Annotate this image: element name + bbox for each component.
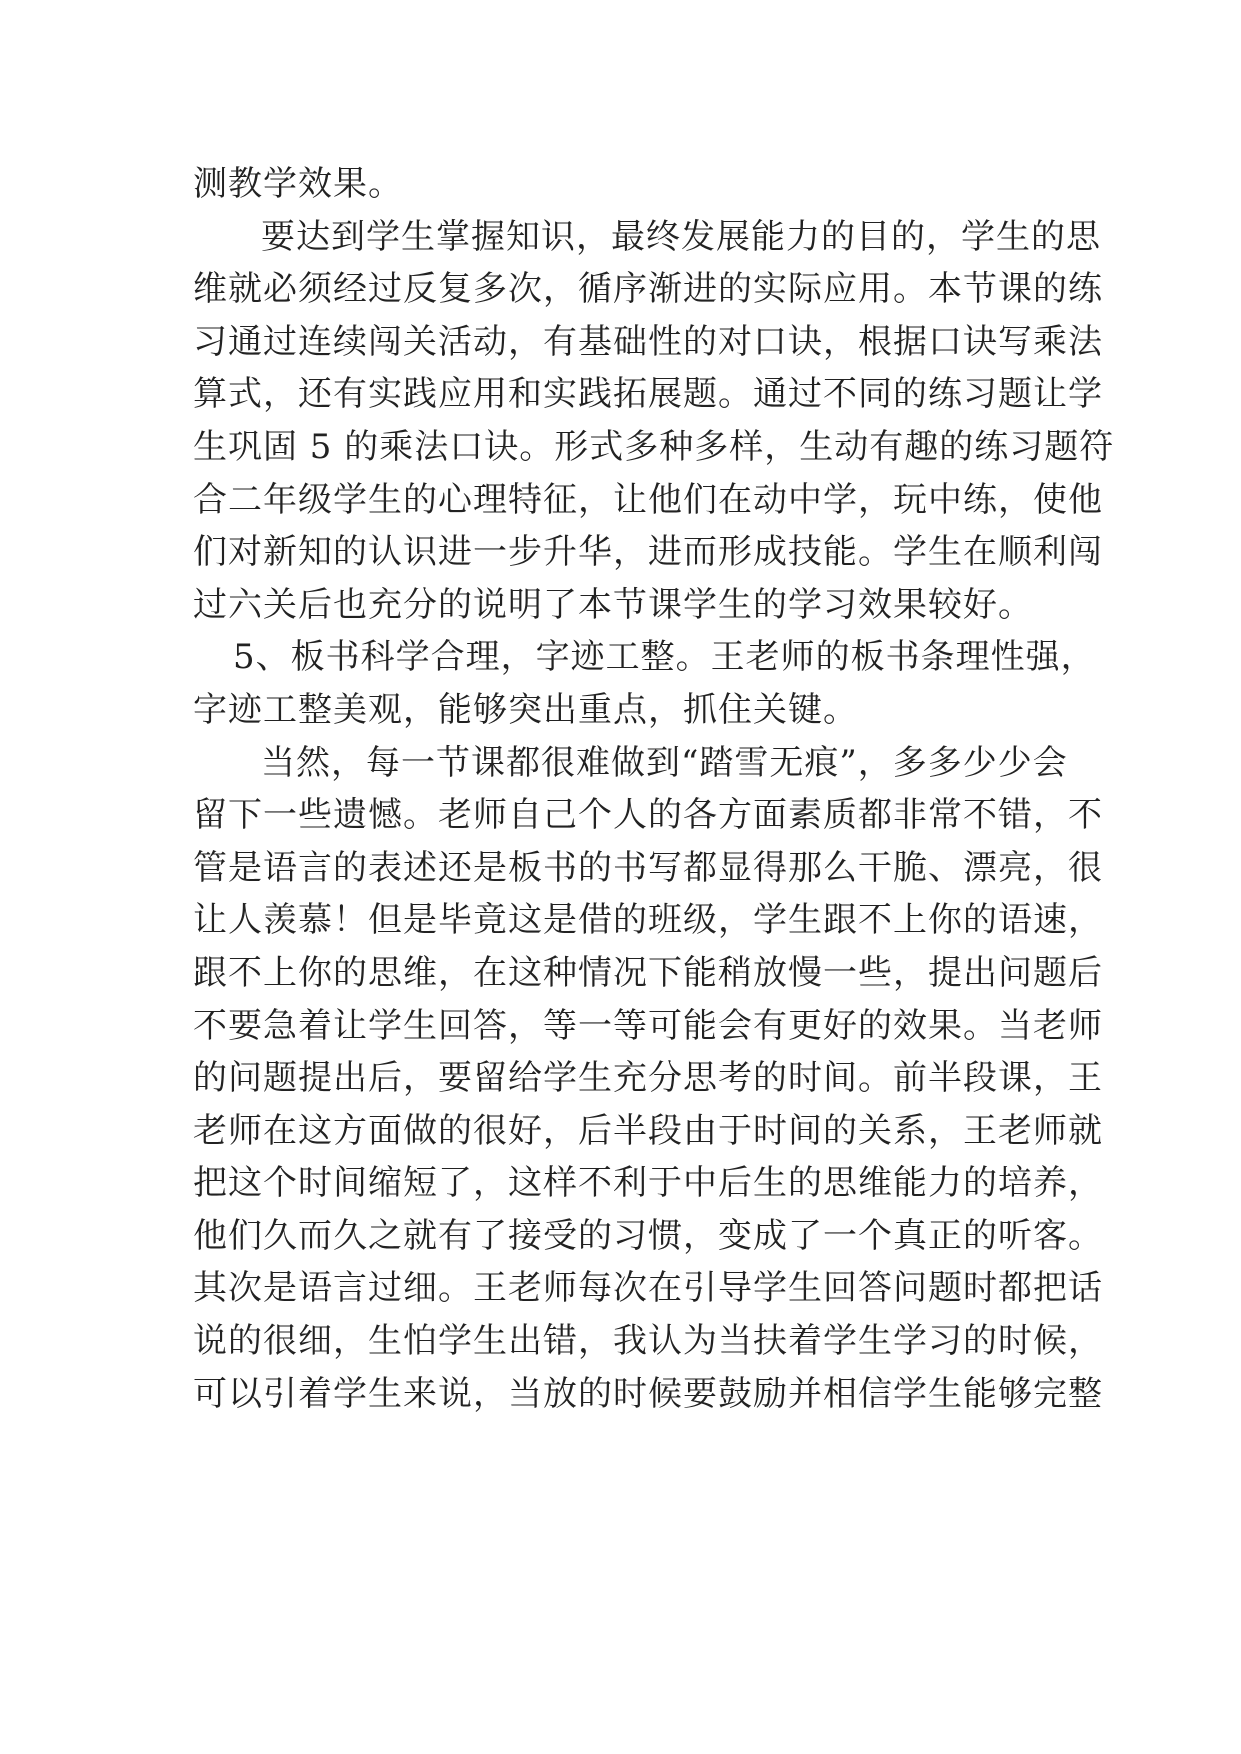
- text-line: 生巩固 5 的乘法口诀。形式多种多样，生动有趣的练习题符: [193, 426, 1115, 467]
- paragraph-first-line: 5、板书科学合理，字迹工整。王老师的板书条理性强，: [233, 637, 1096, 678]
- text-line: 算式，还有实践应用和实践拓展题。通过不同的练习题让学: [193, 374, 1103, 415]
- text-line: 老师在这方面做的很好，后半段由于时间的关系，王老师就: [193, 1110, 1103, 1151]
- text-line: 可以引着学生来说，当放的时候要鼓励并相信学生能够完整: [193, 1373, 1103, 1414]
- text-line: 习通过连续闯关活动，有基础性的对口诀，根据口诀写乘法: [193, 321, 1103, 362]
- text-line: 合二年级学生的心理特征，让他们在动中学，玩中练，使他: [193, 479, 1103, 520]
- text-line: 说的很细，生怕学生出错，我认为当扶着学生学习的时候，: [193, 1321, 1103, 1362]
- text-line: 让人羡慕！但是毕竟这是借的班级，学生跟不上你的语速，: [193, 900, 1103, 941]
- text-line: 他们久而久之就有了接受的习惯，变成了一个真正的听客。: [193, 1215, 1103, 1256]
- text-line: 把这个时间缩短了，这样不利于中后生的思维能力的培养，: [193, 1163, 1103, 1204]
- text-line: 其次是语言过细。王老师每次在引导学生回答问题时都把话: [193, 1268, 1103, 1309]
- text-line: 跟不上你的思维，在这种情况下能稍放慢一些，提出问题后: [193, 952, 1103, 993]
- body-text: [193, 158, 1115, 1420]
- text-line: 过六关后也充分的说明了本节课学生的学习效果较好。: [193, 584, 1033, 625]
- text-line: 的问题提出后，要留给学生充分思考的时间。前半段课，王: [193, 1058, 1103, 1099]
- text-line: 不要急着让学生回答，等一等可能会有更好的效果。当老师: [193, 1005, 1103, 1046]
- paragraph-first-line: 要达到学生掌握知识，最终发展能力的目的，学生的思: [261, 216, 1101, 257]
- text-line: 测教学效果。: [193, 164, 403, 204]
- text-line: 们对新知的认识进一步升华，进而形成技能。学生在顺利闯: [193, 532, 1103, 573]
- paragraph-first-line: 当然，每一节课都很难做到“踏雪无痕”，多多少少会: [261, 742, 1068, 783]
- text-line: 留下一些遗憾。老师自己个人的各方面素质都非常不错，不: [193, 795, 1103, 836]
- text-line: 维就必须经过反复多次，循序渐进的实际应用。本节课的练: [193, 269, 1103, 310]
- text-line: 字迹工整美观，能够突出重点，抓住关键。: [193, 689, 858, 730]
- text-line: 管是语言的表述还是板书的书写都显得那么干脆、漂亮，很: [193, 847, 1103, 888]
